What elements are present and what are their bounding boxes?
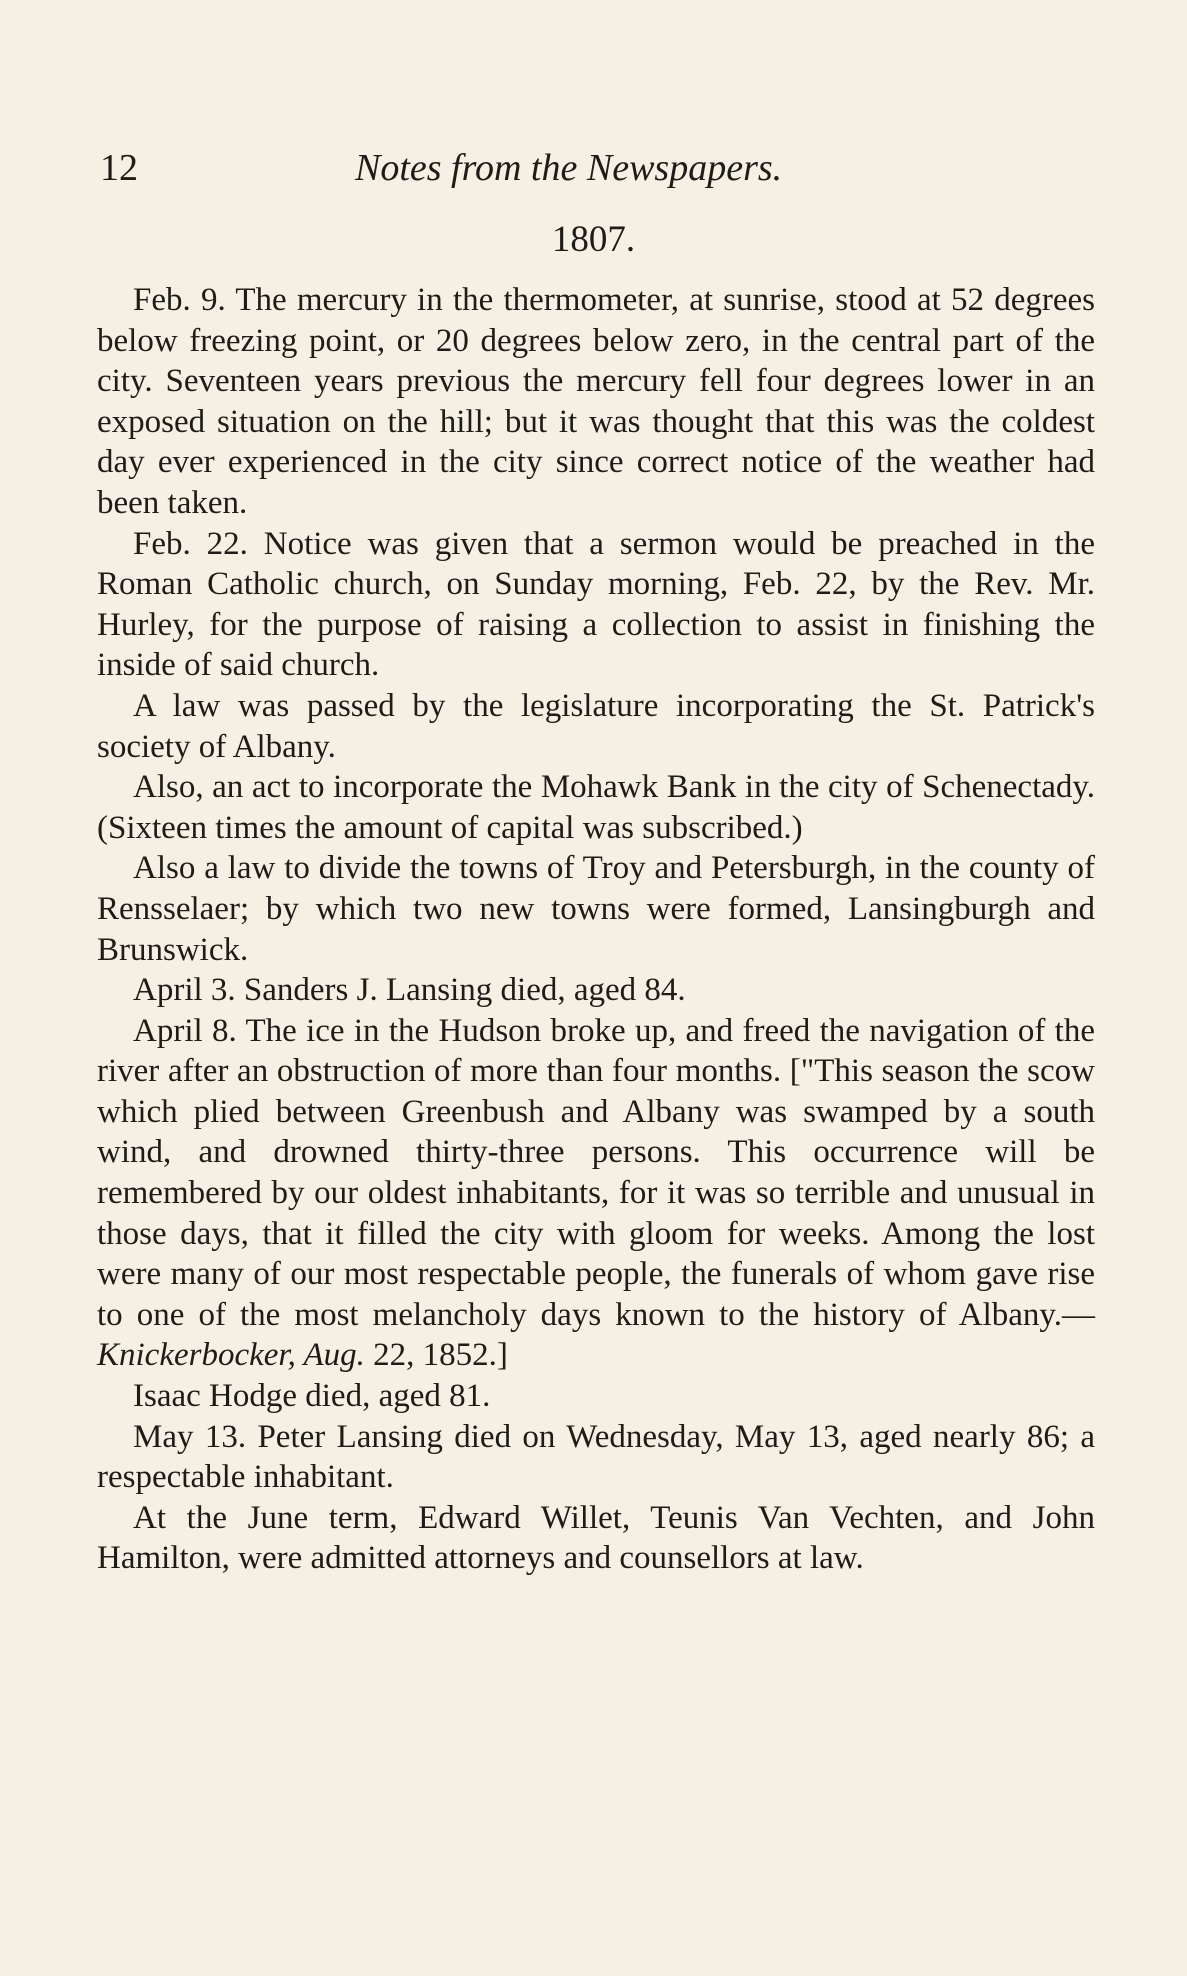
- entry-june-term: At the June term, Edward Willet, Teunis Van Vechten, and John Hamilton, were admitted attorneys and counsellors at law.: [97, 1499, 1095, 1577]
- entry-st-patricks-law: A law was passed by the legislature incorporating the St. Patrick's society of Albany.: [97, 687, 1095, 765]
- entry-april-8-source-date: 22, 1852.]: [364, 1337, 508, 1374]
- year-heading: 1807.: [551, 219, 636, 260]
- entry-mohawk-bank: Also, an act to incorporate the Mohawk Bank in the city of Schenectady. (Sixteen times the amount of capital was subscribed.): [97, 769, 1095, 846]
- entry-april-3: April 3. Sanders J. Lansing died, aged 84.: [133, 972, 686, 1009]
- page-header: [100, 146, 1100, 194]
- entry-may-13: May 13. Peter Lansing died on Wednesday, May 13, aged nearly 86; a respectable inhabitant.: [97, 1418, 1095, 1496]
- entry-april-8: [97, 1011, 1095, 1376]
- entry-feb-9: Feb. 9. The mercury in the thermometer, at sunrise, stood at 52 degrees below freezing point, or 20 degrees below zero, in the central part of the city. Seventeen years previous the mercury fell four degrees lower in an exposed situation on the hill; but it was thought that this was the coldest day ever experienced in the city since correct notice of the weather had been taken.: [97, 282, 1095, 521]
- entry-isaac-hodge: Isaac Hodge died, aged 81.: [133, 1378, 491, 1415]
- entry-april-8-source: Knickerbocker, Aug.: [97, 1337, 365, 1374]
- page-number: 12: [100, 147, 138, 189]
- entry-april-8-text: April 8. The ice in the Hudson broke up, and freed the navigation of the river after an obstruction of more than four months. ["This season the scow which plied between Greenbush and Albany was swamped by a south wind, and drowned thirty-three persons. This occurrence will be remembered by our oldest inhabitants, for it was so terrible and unusual in those days, that it filled the city with gloom for weeks. Among the lost were many of our most respectable people, the funerals of whom gave rise to one of the most melancholy days known to the history of Albany.—: [97, 1012, 1095, 1333]
- running-title: Notes from the Newspapers.: [355, 147, 783, 189]
- entry-feb-22: Feb. 22. Notice was given that a sermon would be preached in the Roman Catholic church, on Sunday morning, Feb. 22, by the Rev. Mr. Hurley, for the purpose of raising a collection to assist in finishing the inside of said church.: [97, 525, 1095, 684]
- entry-troy-petersburgh: Also a law to divide the towns of Troy and Petersburgh, in the county of Rensselaer; by which two new towns were formed, Lansingburgh and Brunswick.: [97, 850, 1095, 968]
- article-body: [97, 280, 1095, 1579]
